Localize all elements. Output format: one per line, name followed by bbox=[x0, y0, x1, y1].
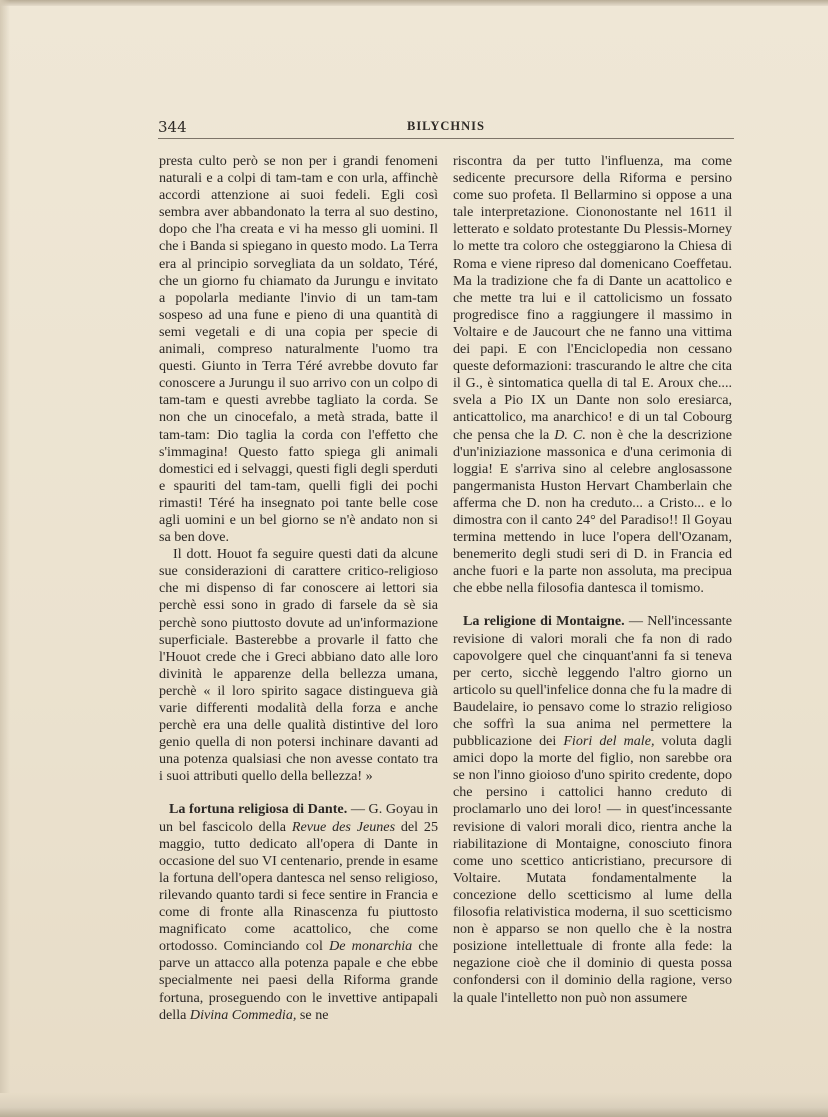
paragraph: Il dott. Houot fa seguire questi dati da alcune sue considerazioni di carattere critico-religioso che mi dispenso di far conoscere ai lettori sia perchè essi sono in grado di farsele da sè sia perchè sono piuttosto dovute ad un'informazione superficiale. Basterebbe a provarle il fatto che l'Houot crede che i Greci abbiano dato alle loro divinità le apparenze della bellezza umana, perchè « il loro spirito sagace distingueva già varie differenti modalità della forza e anche perchè era una delle qualità distintive del loro genio quella di non potersi inchinare davanti ad una potenza qualsiasi che non avesse contato tra i suoi attributi quello della bellezza! » bbox=[159, 546, 438, 785]
page-bottom-edge bbox=[0, 1093, 828, 1117]
work-title: Divina Commedia, bbox=[189, 1006, 297, 1023]
section-title: La fortuna religiosa di Dante. bbox=[169, 801, 348, 818]
journal-title: Revue des Jeunes bbox=[291, 818, 396, 835]
text-run: voluta dagli amici dopo la morte del figlio, non sarebbe ora se non l'inno gioioso d'uno spirito credente, dopo che persino i cattolici hanno creduto di proclamarlo uno dei loro! — in quest'incessante revisione di valori morali dico, rientra anche la riabilitazione di Montaigne, conosciuto finora come uno scettico anticristiano, precursore di Voltaire. Mutata fondamentalmente la concezione dello scetticismo al lume della filosofia relativistica moderna, il suo scetticismo non è apparso se non quello che è la nostra posizione intellettuale di fronte alla fede: la negazione cioè che il dominio di questa possa confondersi con il dominio della ragione, verso la quale l'intelletto non può non assumere bbox=[453, 733, 732, 1006]
left-column bbox=[159, 153, 438, 1024]
text-run: del 25 maggio, tutto dedicato all'opera di Dante in occasione del suo VI centenario, prende in esame la fortuna dell'opera dantesca nel senso religioso, rilevando quanto tardi si fece sentire in Francia e come di fronte alla Rinascenza fu piuttosto magnificato come acattolico, che come ortodosso. Cominciando col bbox=[159, 818, 439, 955]
text-run: se ne bbox=[296, 1006, 329, 1023]
text-run: che parve un attacco alla potenza papale e che ebbe specialmente nei paesi della Riforma grande fortuna, proseguendo con le invettive antipapali della bbox=[159, 938, 438, 1023]
running-title: BILYCHNIS bbox=[406, 119, 485, 133]
section-dante bbox=[159, 801, 438, 1023]
header-rule bbox=[158, 138, 734, 139]
work-title: De monarchia bbox=[329, 938, 413, 955]
right-column bbox=[453, 153, 732, 1007]
section-montaigne bbox=[453, 613, 732, 1006]
page-left-shadow bbox=[0, 0, 10, 1117]
paragraph bbox=[453, 153, 732, 597]
abbreviation: D. C. bbox=[554, 426, 586, 443]
page-header bbox=[158, 116, 734, 138]
work-title: Fiori del male, bbox=[563, 733, 655, 750]
text-run: — Nell'incessante revisione di valori morali che fa non di rado capovolgere quel che cinquant'anni fa si teneva per certo, sicchè leggendo l'altro giorno un articolo su quell'infelice donna che fu la madre di Baudelaire, io pensavo come lo strazio religioso che soffrì la sua anima nel permettere la pubblicazione dei bbox=[453, 613, 732, 750]
text-run: non è che la descrizione d'un'iniziazione massonica e d'una cerimonia di loggia! E s'arriva sino al celebre anglosassone pangermanista Huston Hervart Chamberlain che afferma che D. non ha creduto... a Cristo... e lo dimostra con il canto 24° del Paradiso!! Il Goyau termina mettendo in luce l'opera dell'Ozanam, benemerito degli studi seri di D. in Francia ed anche fuori e la parte non assoluta, ma precipua che ebbe nella filosofia dantesca il tomismo. bbox=[453, 426, 732, 597]
page-top-edge bbox=[0, 0, 828, 6]
paragraph: presta culto però se non per i grandi fenomeni naturali e a colpi di tam-tam e con urla, affinchè accordi attenzione ai suoi fedeli. Egli così sembra aver abbandonato la terra al suo destino, dopo che l'ha creata e vi ha messo gli uomini. Il che i Banda si spiegano in questo modo. La Terra era al principio sorvegliata da un soldato, Téré, che un giorno fu chiamato da Jurungu e invitato a popolarla mediante l'invio di un tam-tam sospeso ad una fune e pieno di una quantità di semi vegetali e di una copia per specie di animali, compreso naturalmente l'uomo tra questi. Giunto in Terra Téré avrebbe dovuto far conoscere a Jurungu il suo arrivo con un colpo di tam-tam e questi avrebbe tagliato la corda. Se non che un cinocefalo, a metà strada, batte il tam-tam: Dio taglia la corda con l'effetto che s'immagina! Questo fatto spiega gli animali domestici ed i selvaggi, questi figli degli sperduti e spauriti del tam-tam, quelli figli dei pochi rimasti! Téré ha insegnato poi tante belle cose agli uomini e un bel giorno se n'è andato non si sa ben dove. bbox=[159, 153, 438, 546]
text-run: — G. Goyau in un bel fascicolo della bbox=[159, 801, 438, 835]
section-title: La religione di Montaigne. bbox=[463, 613, 625, 630]
text-run: riscontra da per tutto l'influenza, ma come sedicente precursore della Riforma e persino come suo profeta. Il Bellarmino si oppose a una tale interpretazione. Ciononostante nel 1611 il letterato e soldato protestante Du Plessis-Morney lo mette tra coloro che osteggiarono la Chiesa di Roma e viene ripreso dal domenicano Coeffetau. Ma la tradizione che fa di Dante un acattolico e che mette tra lui e il cattolicismo un fossato progredisce fino a raggiungere il massimo in Voltaire e de Jaucourt che ne fanno una vittima dei papi. E con l'Enciclopedia non cessano queste deformazioni: trascurando le altre che cita il G., è sintomatica quella di tal E. Aroux che.... svela a Pio IX un Dante non solo eresiarca, anticattolico, ma anarchico! e di un tal Cobourg che pensa che la bbox=[453, 153, 732, 443]
page-number: 344 bbox=[158, 118, 187, 136]
